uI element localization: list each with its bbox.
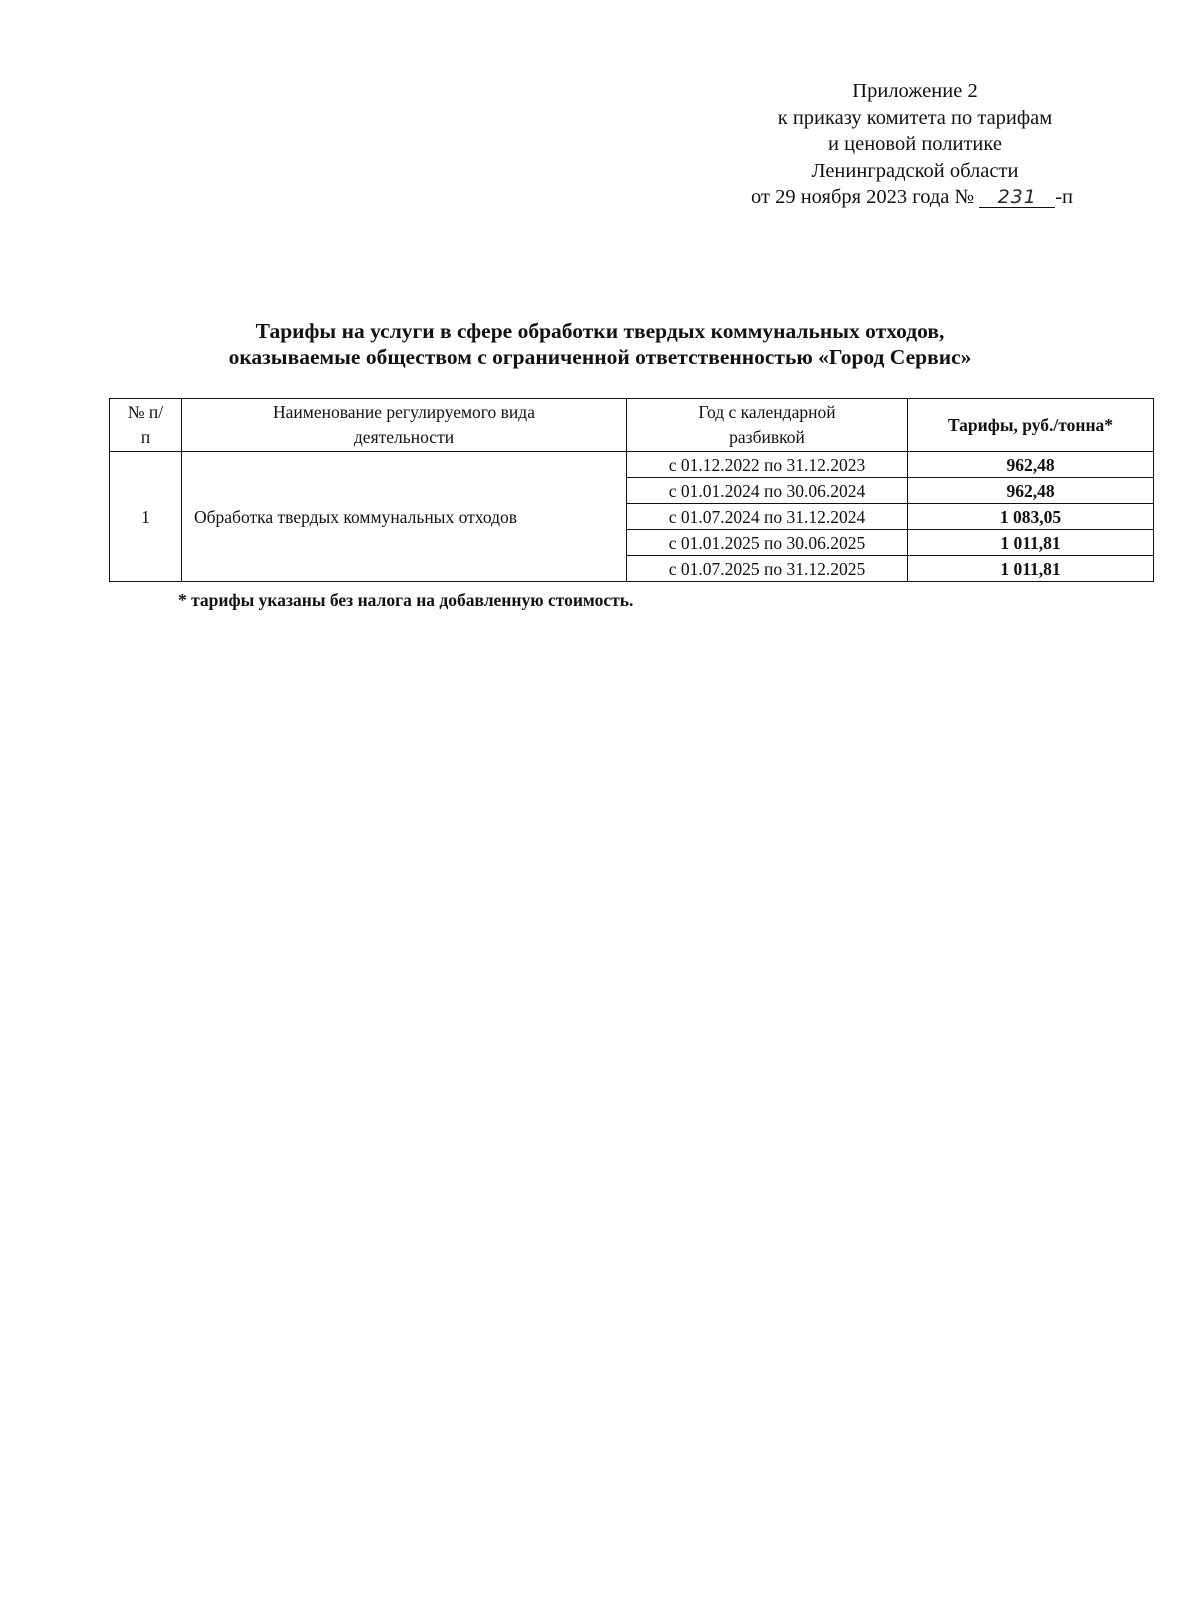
header-activity: [182, 399, 627, 452]
period-cell: с 01.12.2022 по 31.12.2023: [627, 452, 908, 478]
period-cell: с 01.07.2025 по 31.12.2025: [627, 556, 908, 582]
header-number-label: № п/п: [127, 402, 164, 447]
appendix-title: Приложение 2: [852, 80, 978, 102]
tariff-value-cell: 962,48: [908, 478, 1154, 504]
order-date-prefix: от 29 ноября 2023 года №: [751, 186, 975, 208]
tariff-value-cell: 962,48: [908, 452, 1154, 478]
header-period: [627, 399, 908, 452]
tariff-value-cell: 1 083,05: [908, 504, 1154, 530]
table-header-row: [110, 399, 1154, 452]
tariff-value-cell: 1 011,81: [908, 556, 1154, 582]
appendix-line-policy: и ценовой политике: [828, 133, 1002, 155]
header-number: [110, 399, 182, 452]
order-number-suffix: -п: [1055, 186, 1074, 208]
document-title-line-2: оказываемые обществом с ограниченной ответственностью «Город Сервис»: [228, 345, 972, 369]
period-cell: с 01.01.2024 по 30.06.2024: [627, 478, 908, 504]
appendix-line-region: Ленинградской области: [811, 159, 1019, 182]
document-title: [100, 318, 1100, 370]
tariff-value-cell: 1 011,81: [908, 530, 1154, 556]
order-date-line: [700, 184, 1130, 211]
appendix-line-order-reference: к приказу комитета по тарифам: [777, 106, 1053, 129]
period-cell: с 01.07.2024 по 31.12.2024: [627, 504, 908, 530]
header-activity-label: Наименование регулируемого вида деятельности: [273, 402, 535, 447]
vat-footnote: * тарифы указаны без налога на добавленную стоимость.: [178, 590, 634, 610]
tariff-table: [109, 398, 1154, 582]
activity-name-cell: Обработка твердых коммунальных отходов: [182, 452, 627, 582]
period-cell: с 01.01.2025 по 30.06.2025: [627, 530, 908, 556]
header-tariff: Тарифы, руб./тонна*: [908, 399, 1154, 452]
document-title-line-1: Тарифы на услуги в сфере обработки твердых коммунальных отходов,: [255, 319, 945, 343]
row-number-cell: 1: [110, 452, 182, 582]
table-row: [110, 452, 1154, 478]
header-period-label: Год с календарной разбивкой: [698, 402, 836, 447]
order-number-handwritten: 231: [979, 187, 1055, 208]
appendix-header: [700, 78, 1130, 211]
